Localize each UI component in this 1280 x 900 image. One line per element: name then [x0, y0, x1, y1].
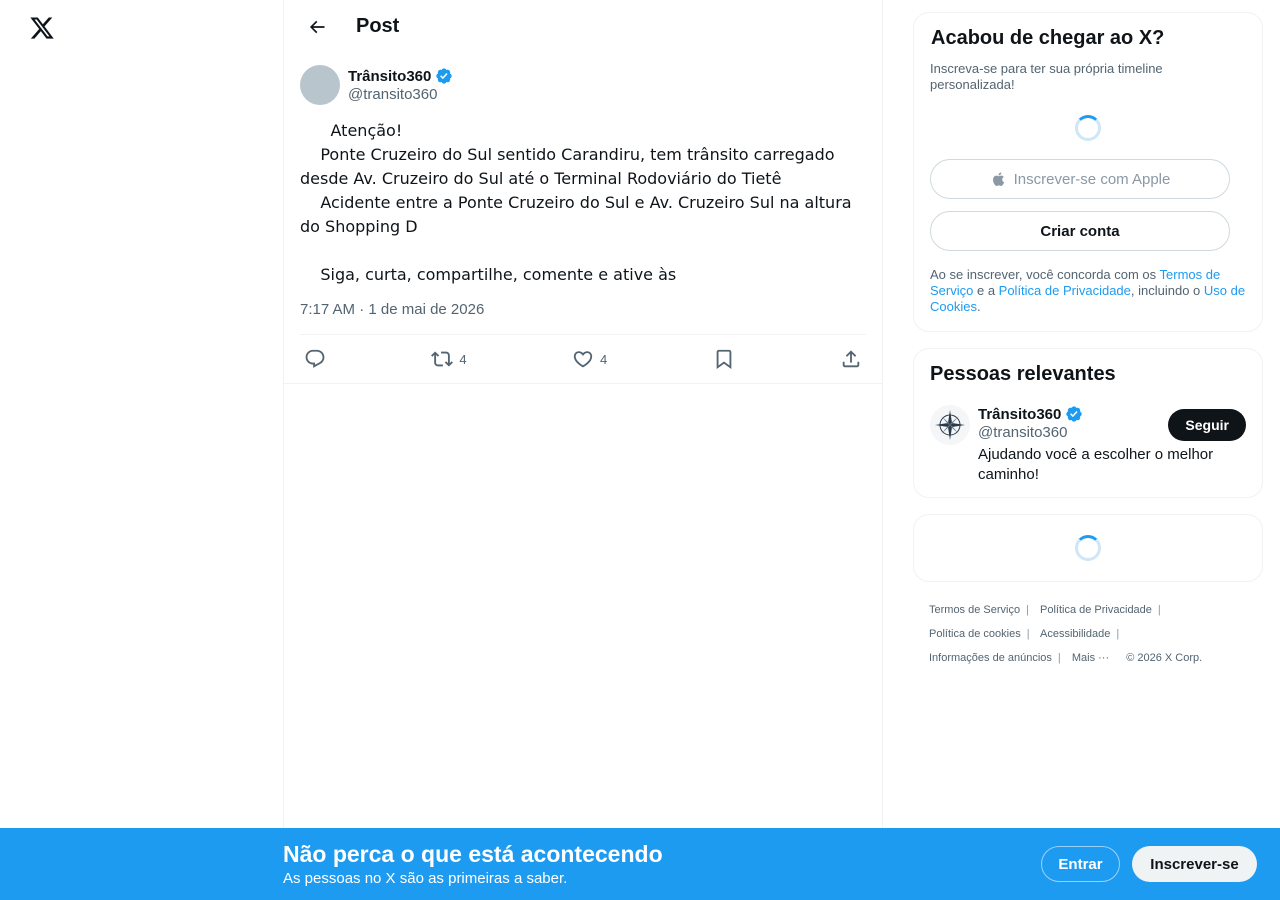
person-handle[interactable]: @transito360 [978, 424, 1068, 441]
footer-terms-link[interactable]: Termos de Serviço [929, 604, 1021, 616]
post [284, 53, 882, 384]
spinner-icon [1075, 535, 1101, 561]
footer-ads-link[interactable]: Informações de anúncios [929, 652, 1052, 664]
reply-icon [304, 348, 326, 370]
bookmark-button[interactable] [713, 348, 735, 370]
legal-prefix: Ao se inscrever, você concorda com os [930, 267, 1160, 282]
avatar[interactable] [300, 65, 340, 105]
footer-row-1: Termos de Serviço | Política de Privacidade | [929, 604, 1161, 616]
privacy-link[interactable]: Política de Privacidade [998, 283, 1131, 298]
signup-apple-label: Inscrever-se com Apple [1013, 170, 1171, 188]
person-name-row [978, 405, 1083, 423]
loading-area [930, 93, 1246, 159]
person-top [978, 405, 1246, 441]
signup-card-title: Acabou de chegar ao X? [931, 27, 1165, 49]
like-icon [572, 348, 594, 370]
post-header [284, 0, 882, 53]
login-button[interactable]: Entrar [1041, 846, 1120, 882]
follow-button[interactable]: Seguir [1168, 409, 1246, 441]
share-button[interactable] [840, 348, 862, 370]
relevant-people-card [913, 348, 1263, 498]
signup-card [913, 12, 1263, 332]
signup-apple-button[interactable] [930, 159, 1230, 199]
signup-legal-text [930, 267, 1246, 315]
post-text: Atenção! Ponte Cruzeiro do Sul sentido Carandiru, tem trânsito carregado desde Av. Cruzeiro do Sul até o Terminal Rodoviário do Tietê Acidente entre a Ponte Cruzeiro do Sul e Av. Cruzeiro Sul na altura do Shopping D Siga, curta, compartilhe, comente e ative às [300, 121, 852, 284]
x-logo-icon[interactable] [24, 10, 60, 46]
left-nav [0, 0, 284, 900]
share-icon [840, 348, 862, 370]
retweet-icon [431, 348, 453, 370]
footer-privacy-link[interactable]: Política de Privacidade [1040, 604, 1152, 616]
banner-subtitle: As pessoas no X são as primeiras a saber. [283, 870, 568, 887]
back-arrow-icon[interactable] [300, 10, 334, 44]
author-name[interactable]: Trânsito360 [348, 67, 432, 85]
create-account-button[interactable]: Criar conta [930, 211, 1230, 251]
footer-accessibility-link[interactable]: Acessibilidade [1040, 628, 1111, 640]
terms-link[interactable]: Termos de Serviço [930, 267, 1221, 298]
legal-mid2: , incluindo o [1130, 283, 1204, 298]
author-info [348, 67, 453, 103]
relevant-people-title: Pessoas relevantes [930, 363, 1116, 385]
retweet-button[interactable] [431, 348, 466, 370]
post-timestamp[interactable]: 7:17 AM · 1 de mai de 2026 [300, 301, 866, 335]
footer-row-3: Informações de anúncios | Mais ··· © 2026 X Corp. [929, 652, 1203, 664]
cookies-link[interactable]: Uso de Cookies [930, 283, 1246, 314]
trending-card-loading [913, 514, 1263, 582]
verified-icon[interactable] [435, 67, 453, 85]
bookmark-icon [713, 348, 735, 370]
post-author [300, 65, 866, 105]
signup-banner [0, 828, 1280, 900]
person-bio: Ajudando você a escolher o melhor caminho! [978, 446, 1214, 483]
person-row[interactable] [930, 405, 1246, 485]
footer-cookies-link[interactable]: Política de cookies [929, 628, 1021, 640]
right-sidebar [913, 12, 1263, 670]
like-button[interactable] [572, 348, 607, 370]
banner-title: Não perca o que está acontecendo [283, 841, 663, 867]
spinner-icon [1075, 115, 1101, 141]
main-column [283, 0, 883, 900]
author-handle[interactable]: @transito360 [348, 86, 438, 103]
footer-links [913, 598, 1263, 670]
like-count: 4 [599, 351, 608, 367]
footer-more-button[interactable]: Mais ··· [1071, 652, 1110, 664]
page-title: Post [356, 15, 400, 37]
post-actions [300, 335, 866, 383]
retweet-count: 4 [459, 351, 467, 367]
verified-icon [1065, 405, 1083, 423]
author-name-row [348, 67, 453, 85]
signup-card-subtitle: Inscreva-se para ter sua própria timeline personalizada! [930, 61, 1163, 92]
apple-icon [990, 170, 1008, 188]
person-body [978, 405, 1246, 485]
legal-end: . [976, 299, 981, 314]
person-identity [978, 405, 1083, 441]
compass-icon[interactable] [930, 405, 970, 445]
footer-copyright: © 2026 X Corp. [1126, 652, 1203, 664]
legal-mid1: e a [973, 283, 999, 298]
reply-button[interactable] [304, 348, 326, 370]
signup-button[interactable]: Inscrever-se [1132, 846, 1257, 882]
footer-row-2: Política de cookies | Acessibilidade | [929, 628, 1120, 640]
person-name[interactable]: Trânsito360 [978, 405, 1062, 423]
